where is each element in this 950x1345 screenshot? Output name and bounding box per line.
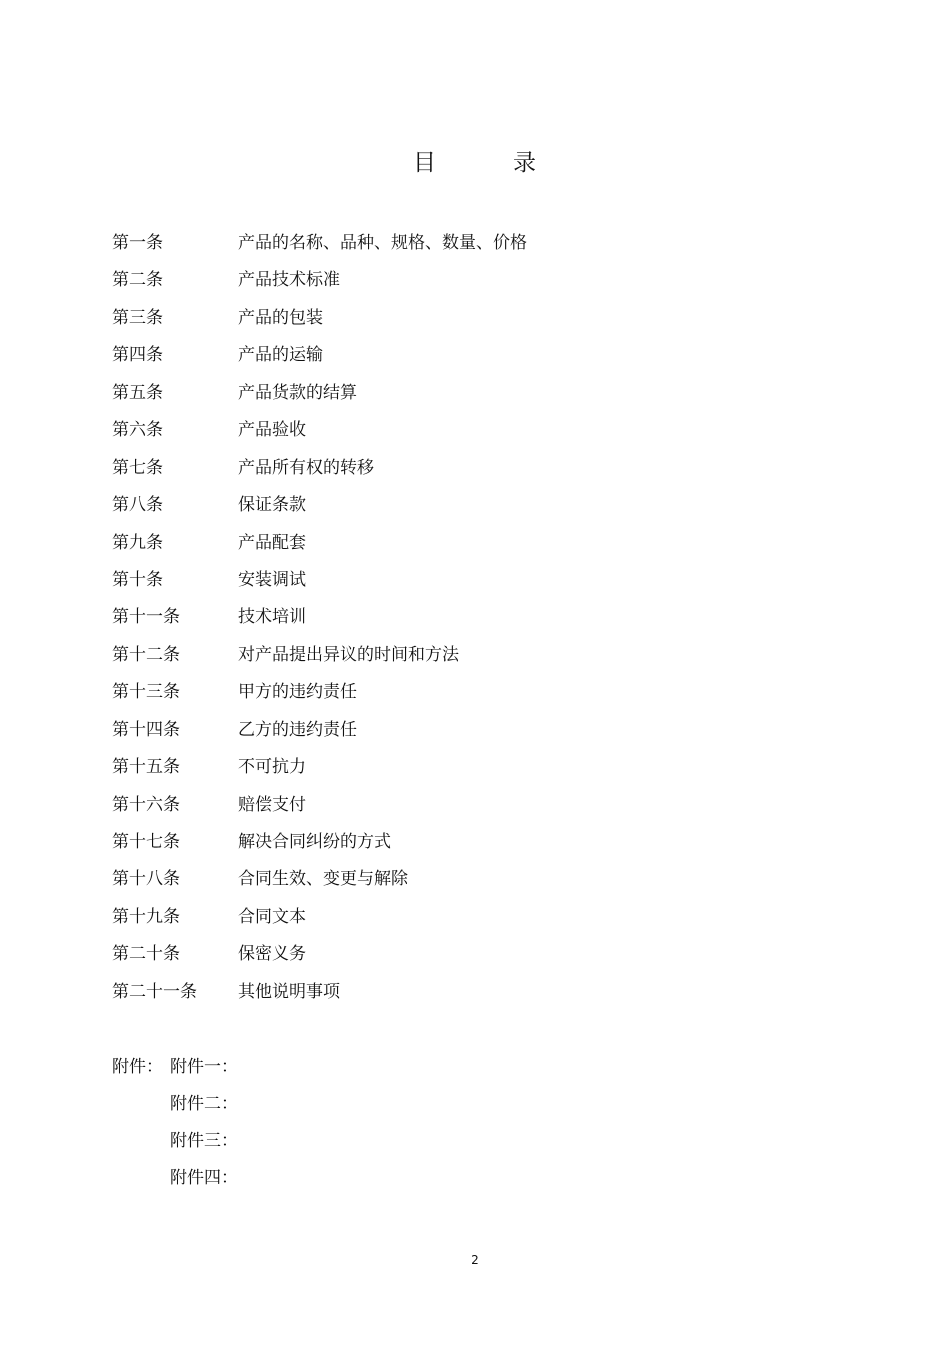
toc-entry-title: 对产品提出异议的时间和方法	[238, 644, 459, 665]
toc-entry-number: 第十二条	[112, 644, 180, 665]
toc-entry-title: 产品的包装	[238, 307, 323, 328]
toc-entry-number: 第二十一条	[112, 981, 197, 1002]
toc-entry[interactable]	[112, 490, 872, 527]
toc-entry-number: 第十四条	[112, 719, 180, 740]
attachments-label: 附件：	[112, 1057, 163, 1077]
toc-entry-title: 解决合同纠纷的方式	[238, 832, 391, 852]
toc-entry-number: 第十九条	[112, 906, 180, 927]
toc-entry[interactable]	[112, 378, 872, 415]
toc-entry[interactable]	[112, 902, 872, 939]
toc-entry[interactable]	[112, 715, 872, 752]
toc-entry-title: 产品的名称、品种、规格、数量、价格	[238, 233, 527, 253]
toc-entry-number: 第一条	[112, 233, 163, 253]
toc-entry-number: 第十三条	[112, 682, 180, 703]
attachment-row	[112, 1126, 512, 1163]
title-char-1: 目	[413, 150, 436, 176]
toc-entry-title: 合同生效、变更与解除	[238, 869, 408, 890]
toc-entry-number: 第八条	[112, 495, 163, 516]
toc-entry[interactable]	[112, 340, 872, 377]
attachment-item[interactable]: 附件三：	[170, 1131, 238, 1151]
toc-entry[interactable]	[112, 602, 872, 639]
toc-entry[interactable]	[112, 528, 872, 565]
toc-entry-number: 第六条	[112, 420, 163, 441]
toc-entry[interactable]	[112, 565, 872, 602]
toc-entry-title: 合同文本	[238, 906, 306, 927]
toc-entry[interactable]	[112, 265, 872, 302]
toc-entry-title: 不可抗力	[238, 757, 306, 778]
toc-entry[interactable]	[112, 939, 872, 976]
toc-entry-title: 产品的运输	[238, 345, 323, 366]
toc-entry-number: 第九条	[112, 532, 163, 553]
toc-entry-title: 赔偿支付	[238, 794, 306, 815]
page-number: 2	[471, 1253, 479, 1267]
toc-entry[interactable]	[112, 228, 872, 265]
toc-entry-title: 技术培训	[238, 607, 306, 628]
toc-entry-title: 产品验收	[238, 420, 306, 441]
toc-entry[interactable]	[112, 790, 872, 827]
toc-entry-number: 第十条	[112, 569, 163, 590]
toc-entry-number: 第七条	[112, 457, 163, 478]
toc-entry-number: 第三条	[112, 307, 163, 328]
toc-entry[interactable]	[112, 864, 872, 901]
table-of-contents	[112, 228, 872, 1014]
toc-entry-number: 第四条	[112, 345, 163, 366]
toc-entry[interactable]	[112, 303, 872, 340]
toc-entry-title: 安装调试	[238, 569, 306, 590]
toc-entry-title: 其他说明事项	[238, 981, 340, 1002]
attachment-item[interactable]: 附件一：	[170, 1057, 238, 1077]
title-char-2: 录	[513, 150, 536, 176]
toc-entry-title: 产品技术标准	[238, 270, 340, 291]
toc-entry-title: 产品货款的结算	[238, 382, 357, 403]
attachment-item[interactable]: 附件四：	[170, 1168, 238, 1188]
toc-entry-number: 第十六条	[112, 794, 180, 815]
toc-entry[interactable]	[112, 415, 872, 452]
toc-entry[interactable]	[112, 640, 872, 677]
attachment-item[interactable]: 附件二：	[170, 1094, 238, 1114]
toc-entry-number: 第二条	[112, 270, 163, 291]
toc-entry[interactable]	[112, 977, 872, 1014]
toc-entry-number: 第五条	[112, 382, 163, 403]
toc-entry[interactable]	[112, 827, 872, 864]
toc-entry-title: 保证条款	[238, 495, 306, 516]
toc-entry[interactable]	[112, 453, 872, 490]
toc-entry-title: 甲方的违约责任	[238, 682, 357, 703]
toc-entry-number: 第十八条	[112, 869, 180, 890]
toc-entry-number: 第十七条	[112, 832, 180, 852]
attachment-row	[112, 1089, 512, 1126]
toc-entry[interactable]	[112, 677, 872, 714]
toc-entry-number: 第十一条	[112, 607, 180, 628]
toc-entry-number: 第二十条	[112, 944, 180, 965]
toc-entry-title: 保密义务	[238, 944, 306, 965]
toc-entry-title: 乙方的违约责任	[238, 719, 357, 740]
attachment-row	[112, 1163, 512, 1200]
toc-entry-title: 产品配套	[238, 532, 306, 553]
page-title	[0, 148, 950, 182]
toc-entry-number: 第十五条	[112, 757, 180, 778]
toc-entry-title: 产品所有权的转移	[238, 457, 374, 478]
attachments-list	[112, 1052, 512, 1200]
attachment-row	[112, 1052, 512, 1089]
toc-entry[interactable]	[112, 752, 872, 789]
